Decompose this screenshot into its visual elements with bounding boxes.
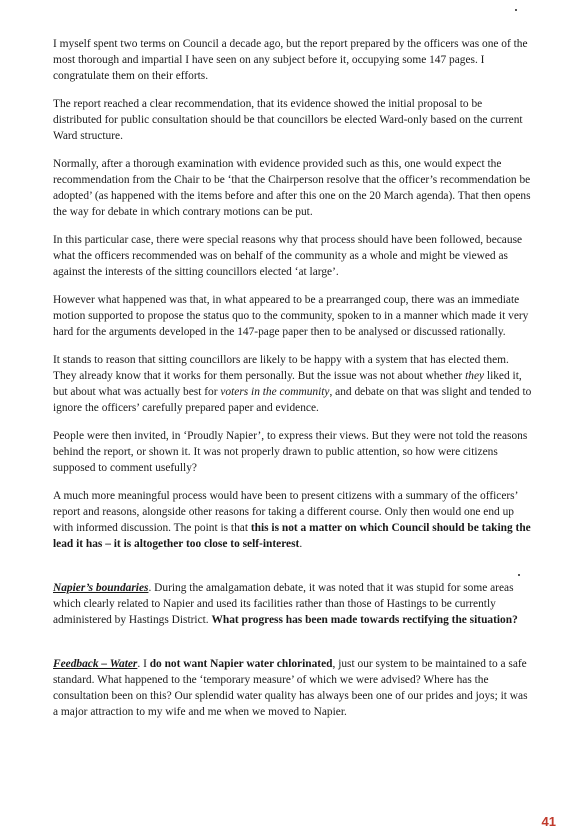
- text-segment: . I: [137, 658, 150, 670]
- section-feedback-water: [53, 656, 533, 720]
- text-segment: , and debate on that was slight and tended to ignore the officers’ carefully prepared paper and evidence.: [53, 386, 532, 414]
- paragraph-prearranged-coup: However what happened was that, in what appeared to be a prearranged coup, there was an immediate motion supported to propose the status quo to the community, spoken to in a manner which made it very hard for the arguments developed in the 147-page paper then to be analysed or discussed rationally.: [53, 294, 529, 338]
- text-segment: It stands to reason that sitting councillors are likely to be happy with a system that has elected them. They already know that it works for them personally. But the issue was not about whether: [53, 354, 509, 382]
- corner-mark: [515, 9, 517, 11]
- paragraph-proudly-napier: People were then invited, in ‘Proudly Napier’, to express their views. But they were not told the reasons behind the report, or shown it. It was not properly drawn to public attention, so how were citizens supposed to comment usefully?: [53, 430, 528, 474]
- page-number: 41: [541, 814, 556, 829]
- paragraph-report-recommendation: The report reached a clear recommendation, that its evidence showed the initial proposal to be distributed for public consultation should be that councillors be elected Ward-only based on the current Ward structure.: [53, 98, 523, 142]
- text-segment: , just our system to be maintained to a safe standard. What happened to the ‘temporary measure’ of which we were advised? Where has the consultation been on this? Our splendid water quality has always been one of our prides and joys; it was a major attraction to my wife and me when we moved to Napier.: [53, 658, 528, 718]
- paragraph-meaningful-process: [53, 488, 533, 552]
- paragraph-special-reasons: In this particular case, there were special reasons why that process should have been followed, because what the officers recommended was on behalf of the community as a whole and might be viewed as against the interests of the sitting councillors elected ‘at large’.: [53, 234, 523, 278]
- paragraph-sitting-councillors: [53, 352, 533, 416]
- text-segment: liked it, but about what was actually best for: [53, 370, 522, 398]
- margin-mark: [518, 574, 520, 576]
- bold-no-chlorination: do not want Napier water chlorinated: [149, 658, 333, 670]
- emphasis-they: they: [465, 370, 485, 382]
- text-segment: .: [299, 538, 303, 550]
- text-segment: A much more meaningful process would have been to present citizens with a summary of the officers’ report and reasons, alongside other reasons for taking a different course. Only then would one end up with informed discussion. The point is that: [53, 490, 518, 534]
- bold-progress-question: What progress has been made towards rectifying the situation?: [211, 614, 518, 626]
- section-napier-boundaries: [53, 580, 533, 628]
- heading-napier-boundaries: Napier’s boundaries: [53, 582, 149, 594]
- heading-feedback-water: Feedback – Water: [53, 658, 138, 670]
- emphasis-voters: voters in the community: [220, 386, 330, 398]
- text-segment: . During the amalgamation debate, it was noted that it was stupid for some areas which clearly related to Napier and used its facilities rather than those of Hastings to be currently administered by Hastings District.: [53, 582, 514, 626]
- document-body: [53, 36, 533, 732]
- paragraph-normal-procedure: Normally, after a thorough examination with evidence provided such as this, one would expect the recommendation from the Chair to be ‘that the Chairperson resolve that the officer’s recommendation be adopted’ (as happened with the items before and after this one on the 20 March agenda). That then opens the way for debate in which contrary motions can be put.: [53, 158, 531, 218]
- paragraph-council-terms: I myself spent two terms on Council a decade ago, but the report prepared by the officers was one of the most thorough and impartial I have seen on any subject before it, occupying some 147 pages. I congratulate them on their efforts.: [53, 38, 528, 82]
- bold-self-interest: this is not a matter on which Council should be taking the lead it has – it is altogether too close to self-interest: [53, 522, 531, 550]
